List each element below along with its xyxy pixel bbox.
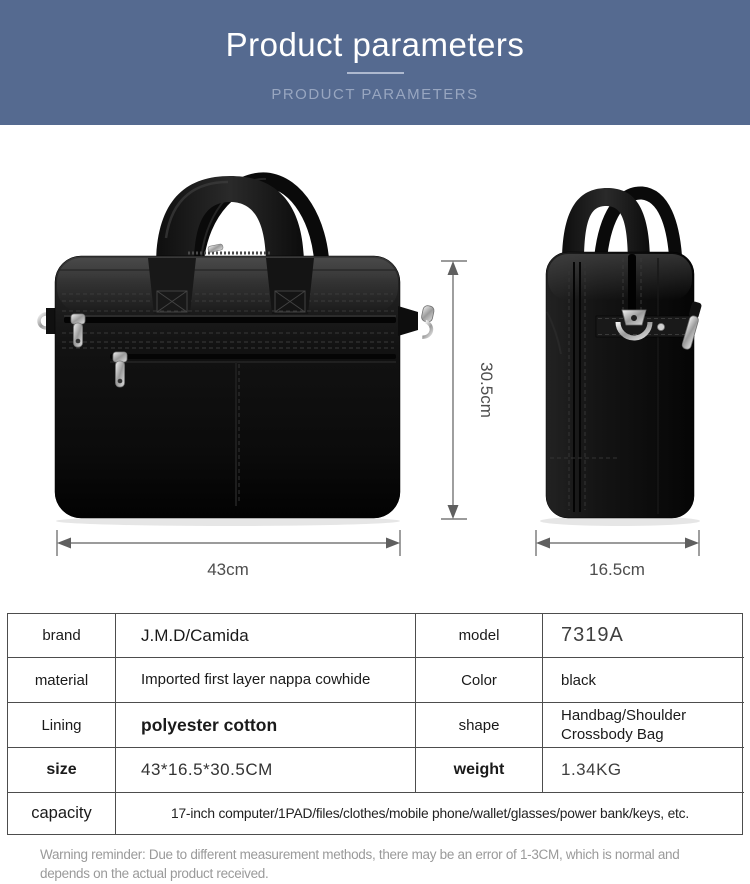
- spec-label-model: model: [416, 614, 543, 658]
- width-dimension-label: 43cm: [207, 560, 249, 579]
- spec-table: [7, 613, 743, 835]
- spec-label-weight: weight: [416, 748, 543, 793]
- title-divider: [347, 72, 404, 74]
- spec-value-capacity: 17-inch computer/1PAD/files/clothes/mobile phone/wallet/glasses/power bank/keys, etc.: [170, 806, 690, 821]
- spec-value-brand: J.M.D/Camida: [116, 614, 416, 658]
- spec-value-shape: Handbag/Shoulder Crossbody Bag: [543, 703, 744, 748]
- briefcase-side-view: [546, 188, 703, 518]
- product-figure: [0, 125, 750, 585]
- page-title: Product parameters: [225, 26, 525, 63]
- spec-value-size: 43*16.5*30.5CM: [116, 748, 416, 793]
- warning-reminder: Warning reminder: Due to different measurement methods, there may be an error of 1-3CM, which is normal and depends on the actual product received.: [40, 847, 680, 881]
- spec-value-weight: 1.34KG: [543, 748, 744, 793]
- height-dimension-label: 30.5cm: [477, 362, 496, 418]
- spec-label-capacity: capacity: [8, 793, 116, 834]
- briefcase-front-view: [39, 176, 436, 518]
- spec-label-lining: Lining: [8, 703, 116, 748]
- spec-value-color: black: [543, 658, 744, 703]
- spec-value-lining: polyester cotton: [116, 703, 416, 748]
- depth-dimension-label: 16.5cm: [589, 560, 645, 579]
- spec-label-material: material: [8, 658, 116, 703]
- spec-label-size: size: [8, 748, 116, 793]
- spec-label-color: Color: [416, 658, 543, 703]
- spec-label-shape: shape: [416, 703, 543, 748]
- dimension-depth: [536, 530, 699, 556]
- dimension-height: [441, 261, 467, 519]
- dimension-width: [57, 530, 400, 556]
- spec-value-material: Imported first layer nappa cowhide: [116, 658, 416, 703]
- spec-label-brand: brand: [8, 614, 116, 658]
- spec-value-model: 7319A: [543, 614, 744, 658]
- header-banner: [0, 0, 750, 125]
- page-subtitle: PRODUCT PARAMETERS: [271, 86, 479, 103]
